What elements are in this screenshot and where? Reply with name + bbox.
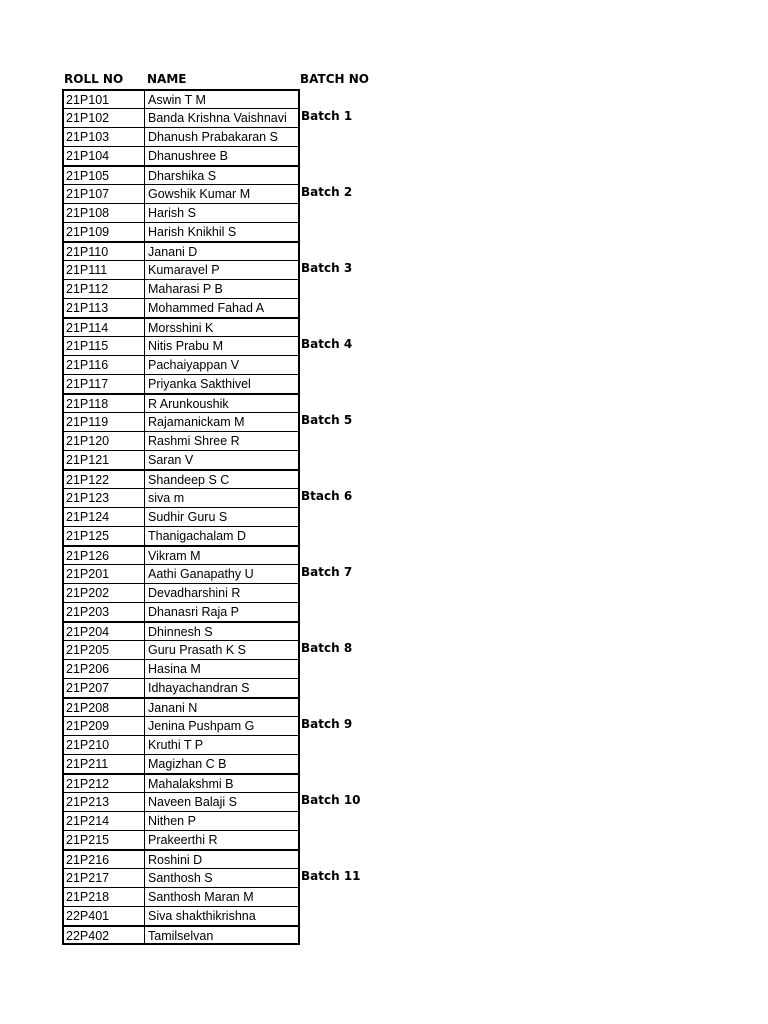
name-cell: Santhosh S [144, 868, 300, 887]
roll-no-cell: 21P214 [62, 811, 144, 830]
batch-label: Batch 8 [301, 640, 353, 655]
batch-label: Batch 4 [301, 336, 353, 351]
name-cell: Harish S [144, 203, 300, 222]
roll-no-cell: 22P402 [62, 925, 144, 944]
roll-no-cell: 21P207 [62, 678, 144, 697]
name-cell: Hasina M [144, 659, 300, 678]
roll-no-cell: 21P215 [62, 830, 144, 849]
name-cell: Magizhan C B [144, 754, 300, 773]
roll-no-cell: 21P119 [62, 412, 144, 431]
name-cell: Janani N [144, 697, 300, 716]
roll-no-cell: 21P108 [62, 203, 144, 222]
name-cell: Dhanushree B [144, 146, 300, 165]
name-cell: Vikram M [144, 545, 300, 564]
name-cell: Shandeep S C [144, 469, 300, 488]
roll-no-cell: 21P110 [62, 241, 144, 260]
batch-label: Batch 10 [301, 792, 361, 807]
name-cell: siva m [144, 488, 300, 507]
roll-no-cell: 21P112 [62, 279, 144, 298]
name-cell: Dhanush Prabakaran S [144, 127, 300, 146]
roll-no-cell: 21P208 [62, 697, 144, 716]
roll-no-cell: 21P116 [62, 355, 144, 374]
table-bottom-border [62, 943, 300, 945]
roll-no-cell: 21P122 [62, 469, 144, 488]
roll-no-cell: 21P126 [62, 545, 144, 564]
name-cell: Banda Krishna Vaishnavi [144, 108, 300, 127]
name-cell: R Arunkoushik [144, 393, 300, 412]
roll-no-cell: 21P212 [62, 773, 144, 792]
name-cell: Nitis Prabu M [144, 336, 300, 355]
name-cell: Devadharshini R [144, 583, 300, 602]
name-cell: Kruthi T P [144, 735, 300, 754]
roll-no-cell: 21P107 [62, 184, 144, 203]
name-cell: Rajamanickam M [144, 412, 300, 431]
name-cell: Dharshika S [144, 165, 300, 184]
roll-no-cell: 22P401 [62, 906, 144, 925]
roll-no-cell: 21P114 [62, 317, 144, 336]
roll-no-cell: 21P218 [62, 887, 144, 906]
name-cell: Kumaravel P [144, 260, 300, 279]
name-cell: Janani D [144, 241, 300, 260]
roll-no-cell: 21P113 [62, 298, 144, 317]
name-cell: Saran V [144, 450, 300, 469]
name-cell: Jenina Pushpam G [144, 716, 300, 735]
roll-no-cell: 21P211 [62, 754, 144, 773]
name-cell: Priyanka Sakthivel [144, 374, 300, 393]
roll-no-cell: 21P101 [62, 89, 144, 108]
header-batch-no: BATCH NO [300, 72, 369, 86]
roll-no-cell: 21P111 [62, 260, 144, 279]
roll-no-cell: 21P124 [62, 507, 144, 526]
name-cell: Dhinnesh S [144, 621, 300, 640]
batch-label: Btach 6 [301, 488, 353, 503]
roll-no-cell: 21P216 [62, 849, 144, 868]
roll-no-cell: 21P103 [62, 127, 144, 146]
name-cell: Aswin T M [144, 89, 300, 108]
roll-no-cell: 21P205 [62, 640, 144, 659]
header-roll-no: ROLL NO [64, 72, 124, 86]
roll-no-cell: 21P217 [62, 868, 144, 887]
name-cell: Idhayachandran S [144, 678, 300, 697]
roll-no-cell: 21P125 [62, 526, 144, 545]
batch-label: Batch 9 [301, 716, 353, 731]
roll-no-cell: 21P210 [62, 735, 144, 754]
name-cell: Pachaiyappan V [144, 355, 300, 374]
roll-no-cell: 21P204 [62, 621, 144, 640]
name-cell: Maharasi P B [144, 279, 300, 298]
name-cell: Prakeerthi R [144, 830, 300, 849]
batch-label: Batch 2 [301, 184, 353, 199]
roll-no-cell: 21P203 [62, 602, 144, 621]
roll-no-cell: 21P117 [62, 374, 144, 393]
roll-no-cell: 21P123 [62, 488, 144, 507]
batch-label: Batch 3 [301, 260, 353, 275]
roll-no-cell: 21P120 [62, 431, 144, 450]
roll-no-cell: 21P202 [62, 583, 144, 602]
name-cell: Roshini D [144, 849, 300, 868]
roll-no-cell: 21P209 [62, 716, 144, 735]
roll-no-cell: 21P105 [62, 165, 144, 184]
name-cell: Naveen Balaji S [144, 792, 300, 811]
roll-no-cell: 21P213 [62, 792, 144, 811]
roll-no-cell: 21P102 [62, 108, 144, 127]
name-cell: Sudhir Guru S [144, 507, 300, 526]
roll-no-cell: 21P109 [62, 222, 144, 241]
name-cell: Nithen P [144, 811, 300, 830]
name-cell: Rashmi Shree R [144, 431, 300, 450]
name-cell: Aathi Ganapathy U [144, 564, 300, 583]
name-cell: Guru Prasath K S [144, 640, 300, 659]
name-cell: Tamilselvan [144, 925, 300, 944]
roll-no-cell: 21P115 [62, 336, 144, 355]
roll-no-cell: 21P104 [62, 146, 144, 165]
name-cell: Mohammed Fahad A [144, 298, 300, 317]
batch-label: Batch 7 [301, 564, 353, 579]
roll-no-cell: 21P201 [62, 564, 144, 583]
name-cell: Thanigachalam D [144, 526, 300, 545]
name-cell: Dhanasri Raja P [144, 602, 300, 621]
name-cell: Siva shakthikrishna [144, 906, 300, 925]
batch-label: Batch 11 [301, 868, 361, 883]
name-cell: Mahalakshmi B [144, 773, 300, 792]
name-cell: Santhosh Maran M [144, 887, 300, 906]
roll-no-cell: 21P206 [62, 659, 144, 678]
roll-no-cell: 21P118 [62, 393, 144, 412]
name-cell: Morsshini K [144, 317, 300, 336]
name-cell: Harish Knikhil S [144, 222, 300, 241]
roll-no-cell: 21P121 [62, 450, 144, 469]
header-name: NAME [147, 72, 187, 86]
name-cell: Gowshik Kumar M [144, 184, 300, 203]
batch-label: Batch 5 [301, 412, 353, 427]
batch-label: Batch 1 [301, 108, 353, 123]
